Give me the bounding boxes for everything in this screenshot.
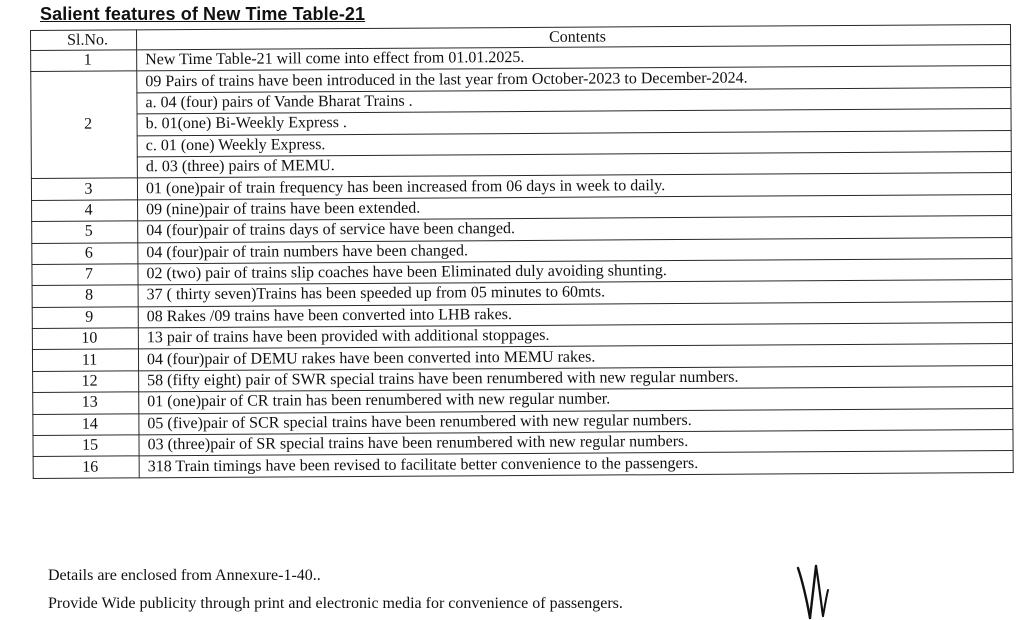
row-sl-no: 7 (32, 264, 138, 286)
row-content: 03 (three)pair of SR special trains have been renumbered with new regular numbers. (139, 430, 1013, 457)
details-note: Details are enclosed from Annexure-1-40.. (48, 567, 321, 584)
publicity-note: Provide Wide publicity through print and electronic media for convenience of passengers. (48, 595, 623, 612)
sub-item: c. 01 (one) Weekly Express. (137, 130, 1011, 157)
sub-item: a. 04 (four) pairs of Vande Bharat Trains . (137, 87, 1011, 114)
row-sl-no: 5 (32, 221, 138, 243)
sub-item: b. 01(one) Bi-Weekly Express . (137, 109, 1011, 136)
row-content: 01 (one)pair of CR train has been renumbered with new regular number. (139, 387, 1013, 414)
row-sl-no: 3 (31, 178, 137, 200)
row-content: New Time Table-21 will come into effect from 01.01.2025. (137, 45, 1011, 72)
signature-mark (792, 560, 842, 620)
row-sl-no: 11 (32, 349, 138, 371)
row-content: 13 pair of trains have been provided with additional stoppages. (138, 323, 1012, 350)
row-sl-no: 2 (31, 71, 138, 179)
row-content: 318 Train timings have been revised to facilitate better convenience to the passengers. (139, 451, 1013, 478)
features-table (30, 24, 1014, 479)
row-content: 04 (four)pair of DEMU rakes have been converted into MEMU rakes. (138, 344, 1012, 371)
row-content: 09 Pairs of trains have been introduced in the last year from October-2023 to December-2024. (137, 66, 1011, 93)
row-sl-no: 15 (33, 435, 139, 457)
row-sl-no: 12 (33, 371, 139, 393)
row-content: 02 (two) pair of trains slip coaches have been Eliminated duly avoiding shunting. (138, 258, 1012, 285)
row-content: 04 (four)pair of trains days of service have been changed. (138, 216, 1012, 243)
row-content: 01 (one)pair of train frequency has been increased from 06 days in week to daily. (137, 173, 1011, 200)
row-sl-no: 13 (33, 392, 139, 414)
row-content: 08 Rakes /09 trains have been converted into LHB rakes. (138, 301, 1012, 328)
header-sl-no: Sl.No. (31, 30, 137, 51)
row-content: 58 (fifty eight) pair of SWR special trains have been renumbered with new regular numbers. (139, 365, 1013, 392)
row-content: 37 ( thirty seven)Trains has been speeded up from 05 minutes to 60mts. (138, 280, 1012, 307)
row-content: 09 (nine)pair of trains have been extended. (138, 194, 1012, 221)
sub-item: d. 03 (three) pairs of MEMU. (137, 151, 1011, 178)
page-title: Salient features of New Time Table-21 (40, 4, 366, 24)
row-sl-no: 14 (33, 413, 139, 435)
row-sl-no: 4 (32, 200, 138, 222)
row-sl-no: 1 (31, 50, 137, 72)
row-content: 05 (five)pair of SCR special trains have been renumbered with new regular numbers. (139, 408, 1013, 435)
row-sl-no: 10 (32, 328, 138, 350)
header-contents: Contents (137, 25, 1011, 50)
row-sl-no: 9 (32, 307, 138, 329)
row-sl-no: 6 (32, 242, 138, 264)
row-sl-no: 16 (33, 456, 139, 478)
row-content: 04 (four)pair of train numbers have been changed. (138, 237, 1012, 264)
row-sl-no: 8 (32, 285, 138, 307)
table-row (33, 451, 1013, 478)
